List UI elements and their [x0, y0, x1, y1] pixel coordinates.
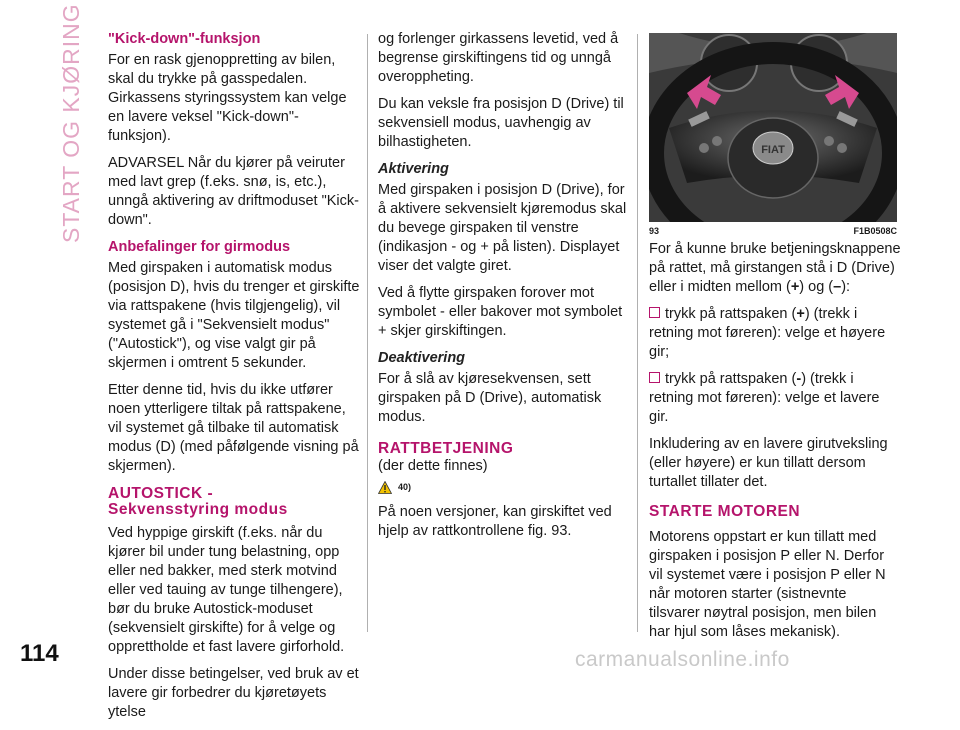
column-divider [637, 34, 638, 632]
warning-reference [378, 478, 630, 497]
paragraph: Motorens oppstart er kun tillatt med girspaken i posisjon P eller N. Derfor vil systemet være i posisjon P eller N når motoren starter (sistnevnte tilsvarer nøytral posisjon, men bilen har hjul som låses mekanisk). [649, 529, 886, 640]
list-item: trykk på rattspaken (-) (trekk i retning mot føreren): velge et lavere gir. [649, 371, 880, 425]
heading-autostick: AUTOSTICK - Sekvensstyring modus [108, 485, 288, 518]
heading-activation: Aktivering [378, 161, 449, 177]
figure-caption [649, 222, 897, 240]
steering-wheel-illustration [649, 33, 897, 222]
column-3 [649, 240, 901, 650]
column-divider [367, 34, 368, 632]
paragraph: Med girspaken i posisjon D (Drive), for å aktivere sekvensielt kjøremodus skal du bevege girspaken til venstre (indikasjon - og + på listen). Displayet viser det valgte giret. [378, 182, 627, 274]
paragraph: og forlenger girkassens levetid, ved å begrense girskiftingens tid og unngå overoppheting. [378, 31, 619, 85]
heading-start-engine: STARTE MOTOREN [649, 503, 801, 520]
paragraph: Med girspaken i automatisk modus (posisjon D), hvis du trenger et girskifte via rattspakene (hvis tilgjengelig), vil systemet gå i "Sekvensielt modus" ("Autostick"), og vise valgt gir på skjermen i omtrent 5 sekunder. [108, 260, 360, 371]
figure-steering-wheel [649, 33, 897, 222]
paragraph: Etter denne tid, hvis du ikke utfører noen ytterligere tiltak på rattspakene, vil systemet gå tilbake til automatisk modus (D) (med påfølgende visning på skjermen). [108, 382, 359, 474]
paragraph: Ved hyppige girskift (f.eks. når du kjører bil under tung belastning, opp eller ned bakker, med sterk motvind eller ved tauing av tunge tilhengere), bør du bruke Autostick-moduset (sekvensielt girskifte) for å velge og opprettholde et fast lavere girforhold. [108, 525, 345, 655]
paragraph: Inkludering av en lavere girutveksling (eller høyere) er kun tillatt dersom turtallet tillater det. [649, 436, 888, 490]
fiat-logo: FIAT [761, 144, 785, 156]
paragraph: På noen versjoner, kan girskiftet ved hjelp av rattkontrollene fig. 93. [378, 504, 612, 539]
warning-paragraph: ADVARSEL Når du kjører på veiruter med lavt grep (f.eks. snø, is, etc.), unngå aktivering av driftmoduset "Kick-down". [108, 155, 359, 228]
column-2 [378, 30, 630, 549]
paragraph: Under disse betingelser, ved bruk av et lavere gir forbedrer du kjøretøyets ytelse [108, 666, 359, 720]
heading-recommendations: Anbefalinger for girmodus [108, 239, 291, 255]
column-1 [108, 30, 360, 730]
bullet-box-icon [649, 372, 660, 383]
paragraph: For å slå av kjøresekvensen, sett girspaken på D (Drive), automatisk modus. [378, 371, 602, 425]
figure-number: 93 [649, 226, 660, 236]
warning-triangle-icon [378, 481, 392, 494]
heading-deactivation: Deaktivering [378, 350, 466, 366]
heading-subtitle: (der dette finnes) [378, 458, 488, 474]
paragraph: Du kan veksle fra posisjon D (Drive) til sekvensiell modus, uavhengig av bilhastigheten. [378, 96, 624, 150]
warning-ref-number: 40) [398, 482, 412, 492]
watermark: carmanualsonline.info [575, 648, 790, 671]
list-item: trykk på rattspaken (+) (trekk i retning mot føreren): velge et høyere gir; [649, 306, 886, 360]
heading-kickdown: "Kick-down"-funksjon [108, 31, 261, 47]
figure-code: F1B0508C [853, 226, 897, 236]
heading-steering-controls: RATTBETJENING [378, 440, 514, 457]
paragraph: For en rask gjenoppretting av bilen, skal du trykke på gasspedalen. Girkassens styringssystem kan velge en lavere veksel "Kick-down"-funksjon). [108, 52, 347, 144]
paragraph: For å kunne bruke betjeningsknappene på rattet, må girstangen stå i D (Drive) eller i midten mellom (+) og (–): [649, 241, 901, 295]
paragraph: Ved å flytte girspaken forover mot symbolet - eller bakover mot symbolet + skjer girskiftingen. [378, 285, 623, 339]
section-title: START OG KJØRING [58, 3, 84, 243]
page-number: 114 [20, 640, 59, 667]
bullet-box-icon [649, 307, 660, 318]
